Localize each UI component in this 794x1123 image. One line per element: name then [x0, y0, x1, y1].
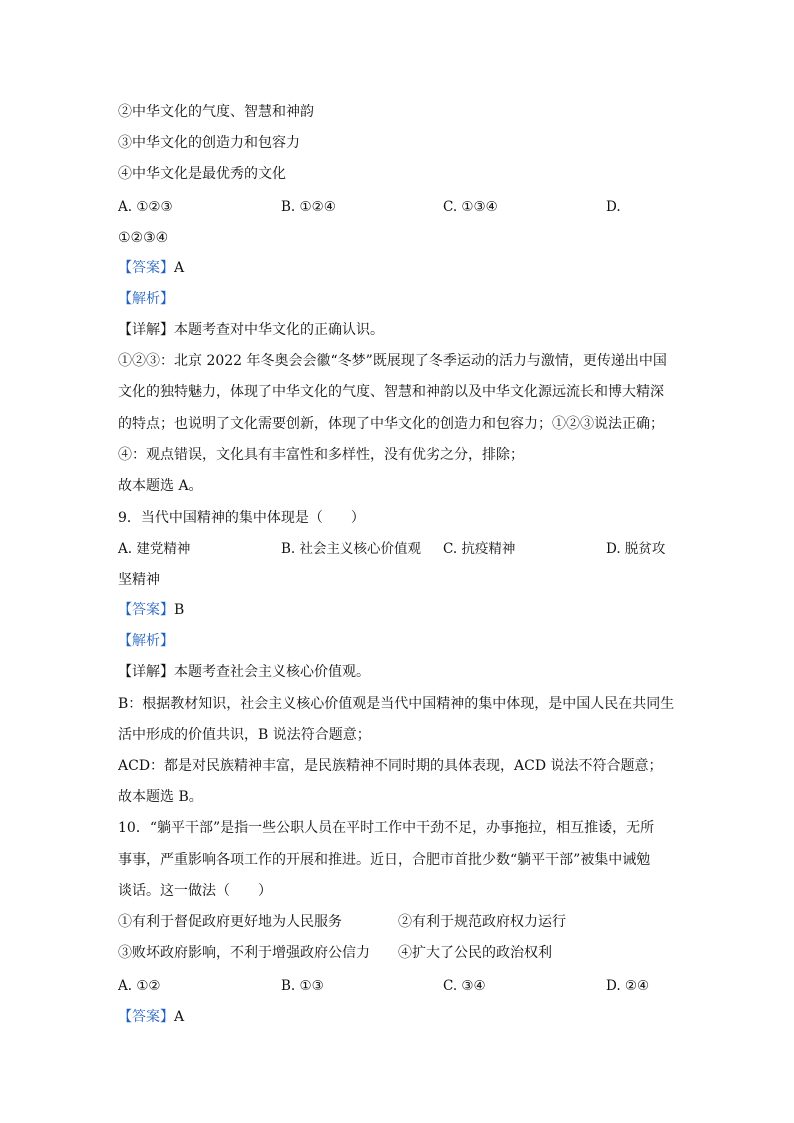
- answer-label: 【答案】: [118, 1009, 174, 1025]
- q8-option-b: B. ①②④: [281, 199, 336, 215]
- answer-label: 【答案】: [118, 260, 174, 276]
- q9-explanation-2: 活中形成的价值共识，B 说法符合题意；: [118, 727, 371, 743]
- q8-explanation-3: 的特点；也说明了文化需要创新，体现了中华文化的创造力和包容力；①②③说法正确；: [118, 416, 664, 432]
- q10-question-line-1: 10．“躺平干部”是指一些公职人员在平时工作中干劲不足，办事拖拉，相互推诿，无所: [118, 820, 655, 836]
- q9-question: 9．当代中国精神的集中体现是（ ）: [118, 510, 365, 526]
- q9-option-c: C. 抗疫精神: [443, 541, 516, 557]
- detail-text: 本题考查社会主义核心价值观。: [174, 664, 370, 680]
- q10-question-line-2: 事事，严重影响各项工作的开展和推进。近日，合肥市首批少数“躺平干部”被集中诫勉: [118, 852, 651, 868]
- q10-option-d: D. ②④: [606, 978, 650, 994]
- q9-analysis-label: 【解析】: [118, 633, 174, 649]
- q8-explanation-1: ①②③：北京 2022 年冬奥会会徽“冬梦”既展现了冬季运动的活力与激情，更传递出中国: [118, 353, 667, 369]
- q10-option-b: B. ①③: [281, 978, 324, 994]
- detail-label: 【详解】: [118, 664, 174, 680]
- q10-option-c: C. ③④: [443, 978, 486, 994]
- q9-option-d-wrap: 坚精神: [118, 572, 160, 588]
- q9-explanation-1: B：根据教材知识，社会主义核心价值观是当代中国精神的集中体现，是中国人民在共同生: [118, 696, 675, 712]
- q10-answer: [118, 1007, 184, 1027]
- q9-option-a: A. 建党精神: [118, 541, 191, 557]
- q10-statement-4: ④扩大了公民的政治权利: [398, 945, 552, 961]
- detail-text: 本题考查对中华文化的正确认识。: [174, 322, 384, 338]
- answer-label: 【答案】: [118, 602, 174, 618]
- q8-conclusion: 故本题选 A。: [118, 478, 203, 494]
- q8-explanation-4: ④：观点错误，文化具有丰富性和多样性，没有优劣之分，排除；: [118, 447, 524, 463]
- q8-analysis-label: 【解析】: [118, 291, 174, 307]
- q9-option-b: B. 社会主义核心价值观: [281, 541, 422, 557]
- q10-question-line-3: 谈话。这一做法（ ）: [118, 883, 272, 899]
- answer-value: B: [174, 602, 185, 618]
- q8-answer: [118, 258, 184, 278]
- q10-statement-2: ②有利于规范政府权力运行: [398, 914, 566, 930]
- q8-statement-3: ③中华文化的创造力和包容力: [118, 135, 300, 151]
- q8-statement-4: ④中华文化是最优秀的文化: [118, 166, 286, 182]
- q9-explanation-3: ACD：都是对民族精神丰富，是民族精神不同时期的具体表现，ACD 说法不符合题意；: [118, 758, 663, 774]
- q9-answer: [118, 600, 184, 620]
- q8-statement-2: ②中华文化的气度、智慧和神韵: [118, 104, 314, 120]
- q8-option-d-wrap: ①②③④: [118, 230, 169, 246]
- q9-conclusion: 故本题选 B。: [118, 789, 203, 805]
- q10-statement-1: ①有利于督促政府更好地为人民服务: [118, 914, 342, 930]
- q8-option-a: A. ①②③: [118, 199, 173, 215]
- q9-option-d: D. 脱贫攻: [606, 541, 666, 557]
- answer-value: A: [174, 1009, 185, 1025]
- q10-statement-3: ③败坏政府影响，不利于增强政府公信力: [118, 945, 370, 961]
- q8-detail: [118, 320, 384, 340]
- detail-label: 【详解】: [118, 322, 174, 338]
- q8-explanation-2: 文化的独特魅力，体现了中华文化的气度、智慧和神韵以及中华文化源远流长和博大精深: [118, 384, 664, 400]
- q10-option-a: A. ①②: [118, 978, 161, 994]
- q9-detail: [118, 662, 370, 682]
- q8-option-c: C. ①③④: [443, 199, 498, 215]
- q8-option-d: D.: [606, 199, 621, 215]
- answer-value: A: [174, 260, 185, 276]
